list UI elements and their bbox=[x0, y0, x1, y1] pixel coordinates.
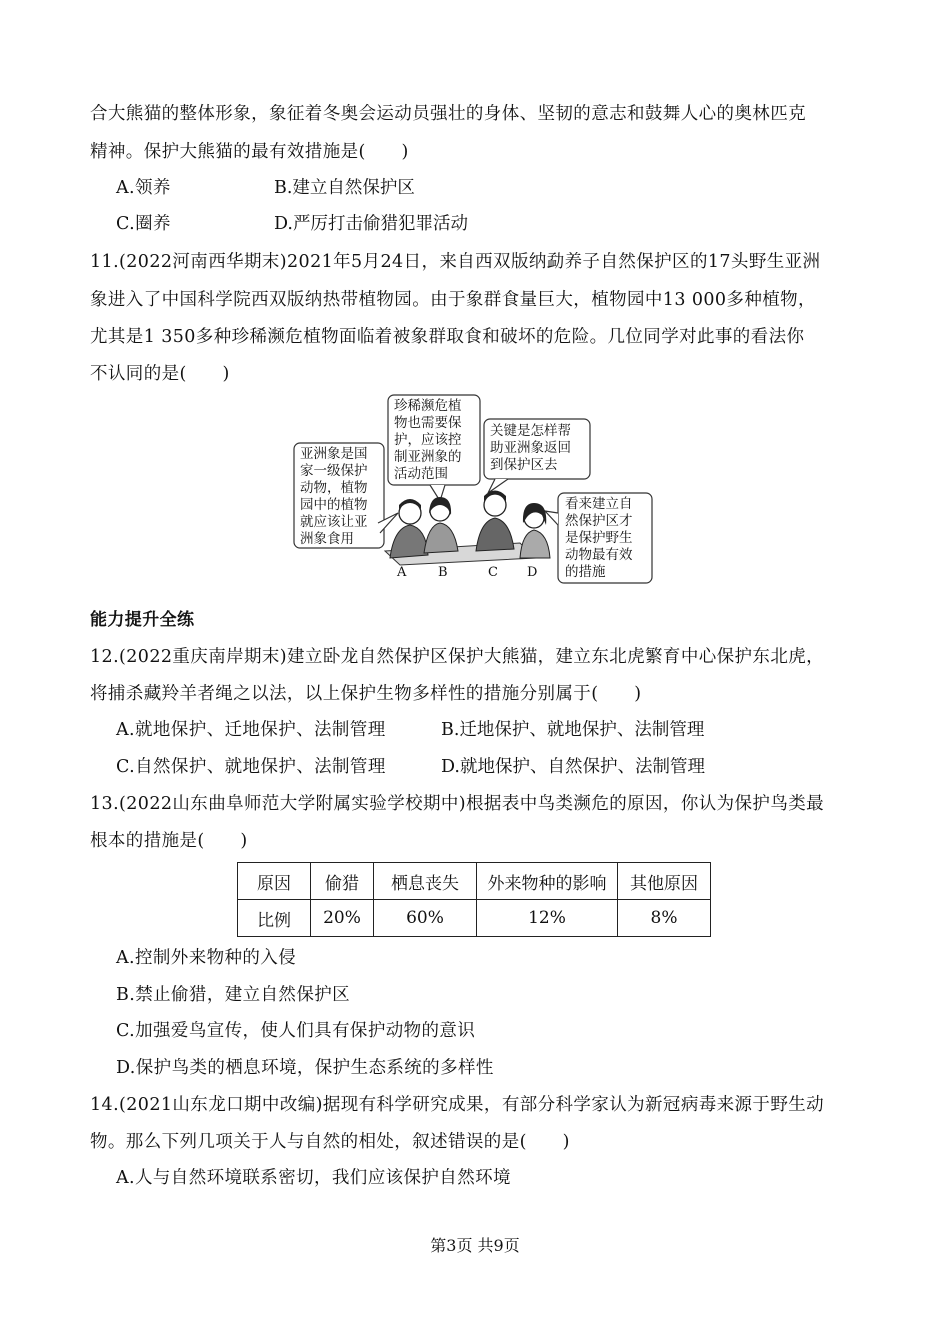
bubble-c-line: 关键是怎样帮 bbox=[490, 423, 571, 439]
table-header-cell: 其他原因 bbox=[618, 863, 711, 900]
speech-bubble-d bbox=[545, 493, 652, 583]
bubble-d-line: 然保护区才 bbox=[565, 513, 633, 529]
bubble-d-line: 动物最有效 bbox=[565, 547, 633, 563]
table-header-cell: 原因 bbox=[238, 863, 311, 900]
bubble-a-line: 家一级保护 bbox=[300, 463, 368, 479]
speech-bubble-b bbox=[388, 395, 480, 501]
table-header-cell: 外来物种的影响 bbox=[477, 863, 618, 900]
table-cell: 8% bbox=[618, 900, 711, 937]
q13-option-b: B.禁止偷猎，建立自然保护区 bbox=[116, 985, 351, 1005]
q10-option-d: D.严厉打击偷猎犯罪活动 bbox=[274, 214, 468, 234]
q12-option-a: A.就地保护、迁地保护、法制管理 bbox=[116, 720, 386, 740]
page-footer: 第3页 共9页 bbox=[430, 1236, 520, 1255]
speech-bubble-c bbox=[484, 419, 590, 493]
student-labels bbox=[396, 565, 537, 580]
table-cell: 比例 bbox=[238, 900, 311, 937]
q10-option-a: A.领养 bbox=[116, 178, 171, 198]
bubble-b-line: 护，应该控 bbox=[394, 432, 462, 448]
student-c-figure bbox=[476, 491, 514, 552]
q13-option-a: A.控制外来物种的入侵 bbox=[116, 948, 297, 968]
bird-endangerment-table bbox=[237, 862, 711, 937]
q12-option-d: D.就地保护、自然保护、法制管理 bbox=[441, 757, 705, 777]
q10-option-c: C.圈养 bbox=[116, 214, 171, 234]
q11-text-line1: 11.(2022河南西华期末)2021年5月24日，来自西双版纳勐养子自然保护区的17头野生亚洲 bbox=[90, 252, 821, 272]
table-header-cell: 偷猎 bbox=[311, 863, 374, 900]
label-a: A bbox=[397, 565, 407, 580]
q14-option-a: A.人与自然环境联系密切，我们应该保护自然环境 bbox=[116, 1168, 511, 1188]
q13-option-c: C.加强爱鸟宣传，使人们具有保护动物的意识 bbox=[116, 1021, 476, 1041]
table-cell: 20% bbox=[311, 900, 374, 937]
bubble-c-line: 到保护区去 bbox=[490, 457, 558, 473]
q12-text-line2: 将捕杀藏羚羊者绳之以法，以上保护生物多样性的措施分别属于( ) bbox=[90, 684, 642, 704]
student-a-figure bbox=[390, 499, 428, 558]
q13-text-line1: 13.(2022山东曲阜师范大学附属实验学校期中)根据表中鸟类濒危的原因，你认为保护鸟类最 bbox=[90, 794, 825, 814]
section-heading: 能力提升全练 bbox=[90, 610, 195, 630]
q11-text-line3: 尤其是1 350多种珍稀濒危植物面临着被象群取食和破坏的危险。几位同学对此事的看法你 bbox=[90, 327, 805, 347]
q14-text-line2: 物。那么下列几项关于人与自然的相处，叙述错误的是( ) bbox=[90, 1132, 570, 1152]
q12-option-b: B.迁地保护、就地保护、法制管理 bbox=[441, 720, 705, 740]
students-discussion-figure bbox=[290, 393, 660, 585]
bubble-c-line: 助亚洲象返回 bbox=[490, 440, 571, 456]
q10-text-line1: 合大熊猫的整体形象，象征着冬奥会运动员强壮的身体、坚韧的意志和鼓舞人心的奥林匹克 bbox=[90, 104, 806, 124]
speech-bubble-a bbox=[294, 443, 398, 548]
q14-text-line1: 14.(2021山东龙口期中改编)据现有科学研究成果，有部分科学家认为新冠病毒来源于野生动 bbox=[90, 1095, 825, 1115]
bubble-a-line: 亚洲象是国 bbox=[300, 446, 368, 462]
bubble-b-line: 活动范围 bbox=[394, 466, 448, 482]
q10-text-line2: 精神。保护大熊猫的最有效措施是( ) bbox=[90, 142, 409, 162]
label-d: D bbox=[527, 565, 538, 580]
label-c: C bbox=[488, 565, 498, 580]
bubble-a-line: 洲象食用 bbox=[300, 531, 354, 547]
bubble-d-line: 是保护野生 bbox=[565, 530, 633, 546]
q10-option-b: B.建立自然保护区 bbox=[274, 178, 415, 198]
table-header-cell: 栖息丧失 bbox=[374, 863, 477, 900]
bubble-a-line: 园中的植物 bbox=[300, 497, 368, 513]
table-cell: 60% bbox=[374, 900, 477, 937]
q12-option-c: C.自然保护、就地保护、法制管理 bbox=[116, 757, 386, 777]
label-b: B bbox=[438, 565, 448, 580]
student-b-figure bbox=[424, 497, 458, 553]
q11-text-line4: 不认同的是( ) bbox=[90, 364, 230, 384]
q13-option-d: D.保护鸟类的栖息环境，保护生态系统的多样性 bbox=[116, 1058, 494, 1078]
bubble-b-line: 物也需要保 bbox=[394, 415, 462, 431]
q11-text-line2: 象进入了中国科学院西双版纳热带植物园。由于象群食量巨大，植物园中13 000多种植物， bbox=[90, 290, 816, 310]
bubble-d-line: 的措施 bbox=[565, 564, 606, 580]
table-cell: 12% bbox=[477, 900, 618, 937]
q13-text-line2: 根本的措施是( ) bbox=[90, 831, 248, 851]
table-row bbox=[238, 900, 711, 937]
bubble-b-line: 珍稀濒危植 bbox=[394, 398, 462, 414]
bubble-b-line: 制亚洲象的 bbox=[394, 449, 462, 465]
table-row bbox=[238, 863, 711, 900]
bubble-d-line: 看来建立自 bbox=[565, 496, 633, 512]
bubble-a-line: 就应该让亚 bbox=[300, 514, 368, 530]
bubble-a-line: 动物，植物 bbox=[300, 480, 368, 496]
q12-text-line1: 12.(2022重庆南岸期末)建立卧龙自然保护区保护大熊猫，建立东北虎繁育中心保护东北虎， bbox=[90, 647, 825, 667]
